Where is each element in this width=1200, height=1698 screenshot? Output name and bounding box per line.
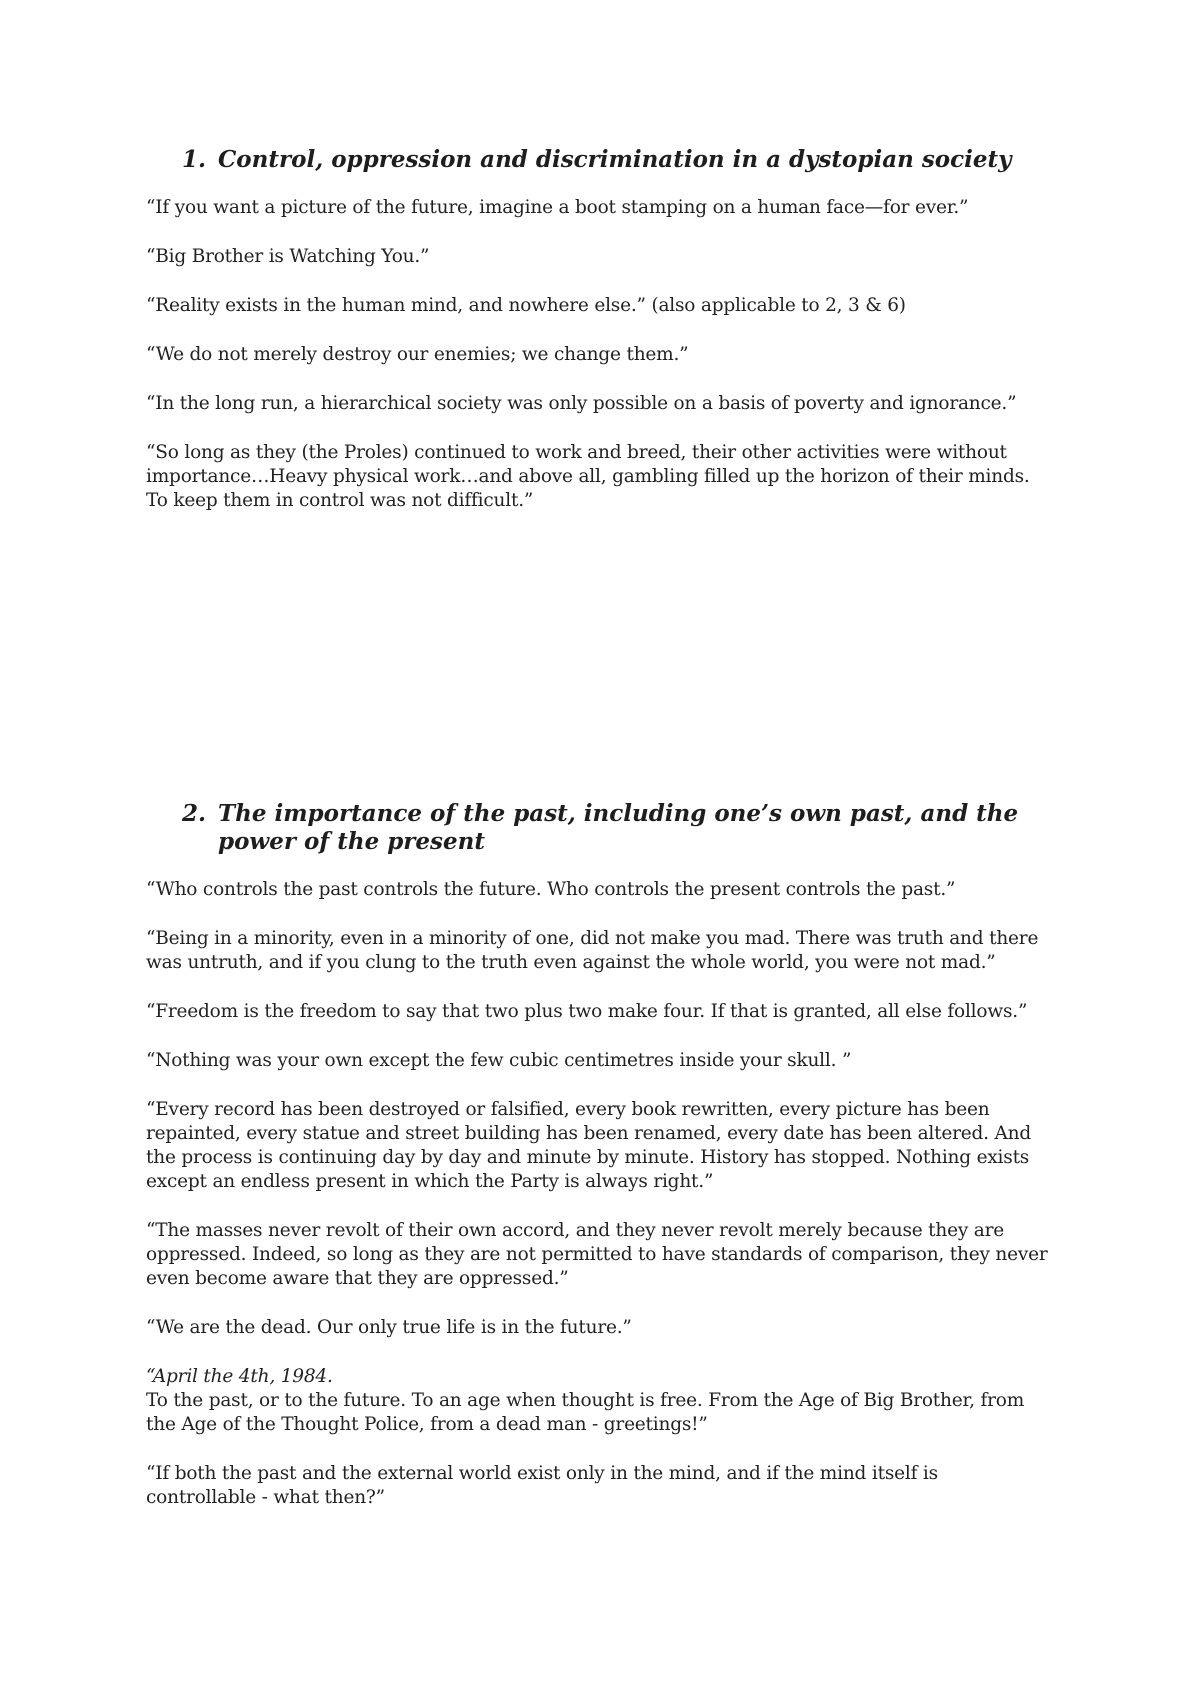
- quote-line: “The masses never revolt of their own accord, and they never revolt merely because they are: [146, 1220, 1005, 1241]
- quote-line: “We are the dead. Our only true life is in the future.”: [146, 1317, 632, 1338]
- quote-line: was untruth, and if you clung to the truth even against the whole world, you were not mad.”: [146, 952, 996, 973]
- quote-line: “Big Brother is Watching You.”: [146, 246, 430, 267]
- section-2: [146, 800, 1076, 1535]
- section-1: [146, 146, 1076, 538]
- quote-line: repainted, every statue and street building has been renamed, every date has been altered. And: [146, 1123, 1032, 1144]
- quote-line: To keep them in control was not difficult.”: [146, 490, 534, 511]
- quote-line: To the past, or to the future. To an age when thought is free. From the Age of Big Brother, from: [146, 1390, 1025, 1411]
- quote: [146, 245, 1076, 269]
- quote: [146, 1098, 1076, 1194]
- quote-line: “Who controls the past controls the future. Who controls the present controls the past.”: [146, 879, 956, 900]
- quote-line: controllable - what then?”: [146, 1487, 385, 1508]
- quote: [146, 878, 1076, 902]
- quote-line: “Reality exists in the human mind, and nowhere else.” (also applicable to 2, 3 & 6): [146, 295, 906, 316]
- quote: [146, 441, 1076, 513]
- section-number: 1.: [182, 146, 207, 173]
- quote-line: “Freedom is the freedom to say that two plus two make four. If that is granted, all else follows.”: [146, 1001, 1028, 1022]
- quote-line: “Being in a minority, even in a minority of one, did not make you mad. There was truth and there: [146, 928, 1039, 949]
- quote: [146, 392, 1076, 416]
- quote: [146, 1000, 1076, 1024]
- quote: [146, 1219, 1076, 1291]
- quote: [146, 1316, 1076, 1340]
- quote: [146, 1365, 1076, 1437]
- quote: [146, 927, 1076, 975]
- quote-line: importance…Heavy physical work…and above all, gambling filled up the horizon of their minds.: [146, 466, 1030, 487]
- quote: [146, 1462, 1076, 1510]
- section-title: The importance of the past, including one’s own past, and the power of the present: [218, 800, 1019, 855]
- quote: [146, 343, 1076, 367]
- quote-line: except an endless present in which the Party is always right.”: [146, 1171, 714, 1192]
- quote-line: the process is continuing day by day and minute by minute. History has stopped. Nothing exists: [146, 1147, 1030, 1168]
- quote-line: “If both the past and the external world exist only in the mind, and if the mind itself is: [146, 1463, 938, 1484]
- quote-line: “So long as they (the Proles) continued to work and breed, their other activities were without: [146, 442, 1007, 463]
- quote-line: even become aware that they are oppressed.”: [146, 1268, 569, 1289]
- quote-line: “If you want a picture of the future, imagine a boot stamping on a human face—for ever.”: [146, 197, 969, 218]
- quote: [146, 1049, 1076, 1073]
- quote-line: “Nothing was your own except the few cubic centimetres inside your skull. ”: [146, 1050, 852, 1071]
- quote-line: the Age of the Thought Police, from a dead man - greetings!”: [146, 1414, 708, 1435]
- quote: [146, 196, 1076, 220]
- section-heading: [182, 800, 1076, 856]
- section-number: 2.: [182, 800, 207, 827]
- quote: [146, 294, 1076, 318]
- quote-line: “We do not merely destroy our enemies; we change them.”: [146, 344, 689, 365]
- section-title: Control, oppression and discrimination in a dystopian society: [218, 146, 1012, 173]
- quote-line: oppressed. Indeed, so long as they are not permitted to have standards of comparison, they never: [146, 1244, 1048, 1265]
- section-heading: [182, 146, 1076, 174]
- quote-line: “Every record has been destroyed or falsified, every book rewritten, every picture has been: [146, 1099, 990, 1120]
- quote-line: “In the long run, a hierarchical society was only possible on a basis of poverty and ignorance.”: [146, 393, 1017, 414]
- quote-date-line: “April the 4th, 1984.: [146, 1366, 333, 1387]
